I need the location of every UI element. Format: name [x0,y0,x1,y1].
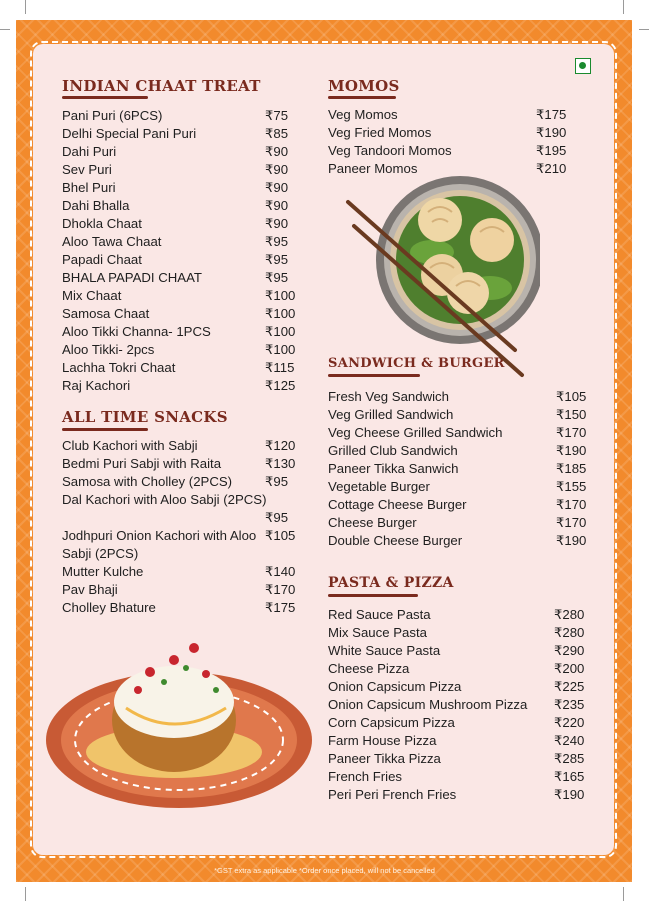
menu-item [62,125,294,143]
menu-item-price: ₹185 [556,461,587,476]
crop-mark [623,0,624,14]
menu-item [328,678,586,696]
menu-item-name: Cholley Bhature [62,600,156,615]
menu-item [62,197,294,215]
menu-item-name: Raj Kachori [62,378,131,393]
menu-item-price: ₹280 [554,607,585,622]
menu-item-price: ₹235 [554,697,585,712]
crop-mark [25,887,26,901]
menu-item-name: Veg Tandoori Momos [328,143,452,158]
menu-item [62,269,294,287]
menu-item-price: ₹90 [265,144,289,159]
section-title-sandwich: SANDWICH & BURGER [328,356,505,371]
menu-item-price: ₹105 [556,389,587,404]
sandwich-list [328,388,586,550]
menu-item [328,514,586,532]
menu-item-name: Mutter Kulche [62,564,144,579]
menu-item-name: Fresh Veg Sandwich [328,389,449,404]
menu-item-name: Dal Kachori with Aloo Sabji (2PCS) [62,492,267,507]
menu-item [62,215,294,233]
menu-item-name: Jodhpuri Onion Kachori with Aloo Sabji (2PCS) [62,528,257,561]
menu-item-name: Delhi Special Pani Puri [62,126,197,141]
menu-item-price: ₹125 [265,378,296,393]
veg-symbol-icon [575,58,591,74]
menu-item-price: ₹155 [556,479,587,494]
menu-item-price: ₹105 [265,528,296,543]
kachori-plate-image [46,630,316,810]
menu-item-price: ₹170 [556,425,587,440]
menu-item-name: Sev Puri [62,162,112,177]
footer-note: *GST extra as applicable *Order once placed, will not be cancelled [214,866,435,875]
menu-item-name: Mix Chaat [62,288,122,303]
menu-item [62,305,294,323]
momos-bowl-image [340,170,540,385]
menu-item-name: Dhokla Chaat [62,216,142,231]
menu-item-price: ₹190 [556,533,587,548]
menu-item-price: ₹130 [265,456,296,471]
menu-item-price: ₹170 [265,582,296,597]
menu-item-price: ₹140 [265,564,296,579]
menu-item-price: ₹210 [536,161,567,176]
menu-item-price: ₹90 [265,216,289,231]
menu-item [62,491,294,527]
menu-item-name: Veg Momos [328,107,398,122]
menu-item-price: ₹170 [556,515,587,530]
menu-item [328,442,586,460]
menu-item-price: ₹100 [265,342,296,357]
menu-item [62,287,294,305]
title-underline [62,428,148,431]
section-title-snacks: ALL TIME SNACKS [62,408,228,426]
menu-item-name: White Sauce Pasta [328,643,441,658]
menu-item-price: ₹90 [265,162,289,177]
menu-item-name: Double Cheese Burger [328,533,463,548]
menu-item-price: ₹190 [556,443,587,458]
menu-item-name: Cottage Cheese Burger [328,497,467,512]
menu-item [328,496,586,514]
menu-item-name: Cheese Burger [328,515,417,530]
menu-item [328,660,586,678]
menu-item [328,642,586,660]
menu-item-name: Aloo Tikki Channa- 1PCS [62,324,211,339]
menu-item [328,750,586,768]
menu-item-name: Papadi Chaat [62,252,142,267]
title-underline [328,594,418,597]
menu-item [328,424,586,442]
menu-item [328,732,586,750]
menu-item-price: ₹100 [265,306,296,321]
menu-item [328,696,586,714]
menu-item-name: Dahi Puri [62,144,117,159]
snacks-list [62,437,294,617]
menu-item [328,786,586,804]
menu-item-price: ₹290 [554,643,585,658]
menu-item [328,388,586,406]
title-underline [62,96,148,99]
menu-item-name: Pani Puri (6PCS) [62,108,163,123]
menu-item-name: Lachha Tokri Chaat [62,360,176,375]
menu-item-price: ₹115 [265,360,295,375]
menu-item-price: ₹190 [554,787,585,802]
menu-item-name: Onion Capsicum Pizza [328,679,462,694]
menu-item-name: Red Sauce Pasta [328,607,431,622]
menu-item-price: ₹95 [265,252,289,267]
menu-item-price: ₹175 [536,107,567,122]
menu-item-name: French Fries [328,769,403,784]
menu-item [328,606,586,624]
menu-item-price: ₹120 [265,438,296,453]
menu-item-name: Farm House Pizza [328,733,437,748]
menu-item [62,233,294,251]
pasta-list [328,606,586,804]
menu-item-price: ₹170 [556,497,587,512]
menu-item [328,478,586,496]
menu-item-price: ₹200 [554,661,585,676]
menu-item-price: ₹285 [554,751,585,766]
menu-item-name: Veg Fried Momos [328,125,432,140]
menu-item [62,581,294,599]
menu-item-price: ₹95 [265,270,289,285]
menu-item-name: Aloo Tawa Chaat [62,234,162,249]
menu-item-name: Paneer Momos [328,161,418,176]
menu-item [328,142,566,160]
menu-item [62,107,294,125]
menu-item-name: Bedmi Puri Sabji with Raita [62,456,222,471]
menu-item [328,714,586,732]
menu-item-name: Samosa with Cholley (2PCS) [62,474,233,489]
menu-item-price: ₹95 [265,234,289,249]
menu-item-name: Vegetable Burger [328,479,430,494]
menu-item-name: Grilled Club Sandwich [328,443,458,458]
menu-item-name: Mix Sauce Pasta [328,625,427,640]
momos-list [328,106,566,178]
section-title-chaat: INDIAN CHAAT TREAT [62,77,261,95]
menu-item [62,527,294,563]
menu-item-price: ₹190 [536,125,567,140]
menu-item-name: Peri Peri French Fries [328,787,457,802]
menu-item-name: Corn Capsicum Pizza [328,715,455,730]
menu-item [62,359,294,377]
menu-item [62,341,294,359]
crop-mark [623,887,624,901]
menu-item [62,599,294,617]
menu-item-price: ₹75 [265,108,289,123]
menu-item [62,323,294,341]
menu-item-name: Paneer Tikka Sanwich [328,461,459,476]
menu-item [328,460,586,478]
menu-item-name: Pav Bhaji [62,582,118,597]
menu-item-name: Dahi Bhalla [62,198,130,213]
menu-item [328,532,586,550]
menu-item [62,437,294,455]
menu-item-name: Cheese Pizza [328,661,410,676]
menu-item-name: Veg Cheese Grilled Sandwich [328,425,503,440]
menu-item-name: Club Kachori with Sabji [62,438,198,453]
crop-mark [639,29,649,30]
menu-item [62,161,294,179]
menu-item-price: ₹90 [265,198,289,213]
section-title-pasta: PASTA & PIZZA [328,575,454,591]
menu-item-name: Samosa Chaat [62,306,150,321]
menu-item [62,455,294,473]
chaat-list [62,107,294,395]
menu-item-price: ₹165 [554,769,585,784]
menu-item [328,768,586,786]
menu-item-price: ₹195 [536,143,567,158]
menu-item-price: ₹90 [265,180,289,195]
menu-item-price: ₹100 [265,288,296,303]
menu-item [328,624,586,642]
menu-item [328,406,586,424]
menu-item [62,251,294,269]
menu-item-price: ₹280 [554,625,585,640]
menu-item [62,179,294,197]
menu-item-price: ₹240 [554,733,585,748]
menu-item-name: Veg Grilled Sandwich [328,407,454,422]
menu-item-price: ₹100 [265,324,296,339]
menu-item-price: ₹95 [265,474,289,489]
menu-item-name: Bhel Puri [62,180,116,195]
menu-item-name: Onion Capsicum Mushroom Pizza [328,697,528,712]
menu-item-price: ₹175 [265,600,296,615]
menu-item-name: BHALA PAPADI CHAAT [62,270,202,285]
menu-item [62,563,294,581]
menu-item [62,473,294,491]
menu-item-name: Paneer Tikka Pizza [328,751,441,766]
menu-item-name: Aloo Tikki- 2pcs [62,342,155,357]
menu-item-price: ₹150 [556,407,587,422]
crop-mark [25,0,26,14]
menu-item [328,106,566,124]
menu-item-price: ₹85 [265,126,289,141]
menu-item [328,124,566,142]
title-underline [328,96,396,99]
menu-item-price: ₹220 [554,715,585,730]
menu-item [62,143,294,161]
menu-item-price: ₹225 [554,679,585,694]
crop-mark [0,29,10,30]
menu-item [62,377,294,395]
section-title-momos: MOMOS [328,77,400,95]
menu-item-price: ₹95 [265,510,289,525]
